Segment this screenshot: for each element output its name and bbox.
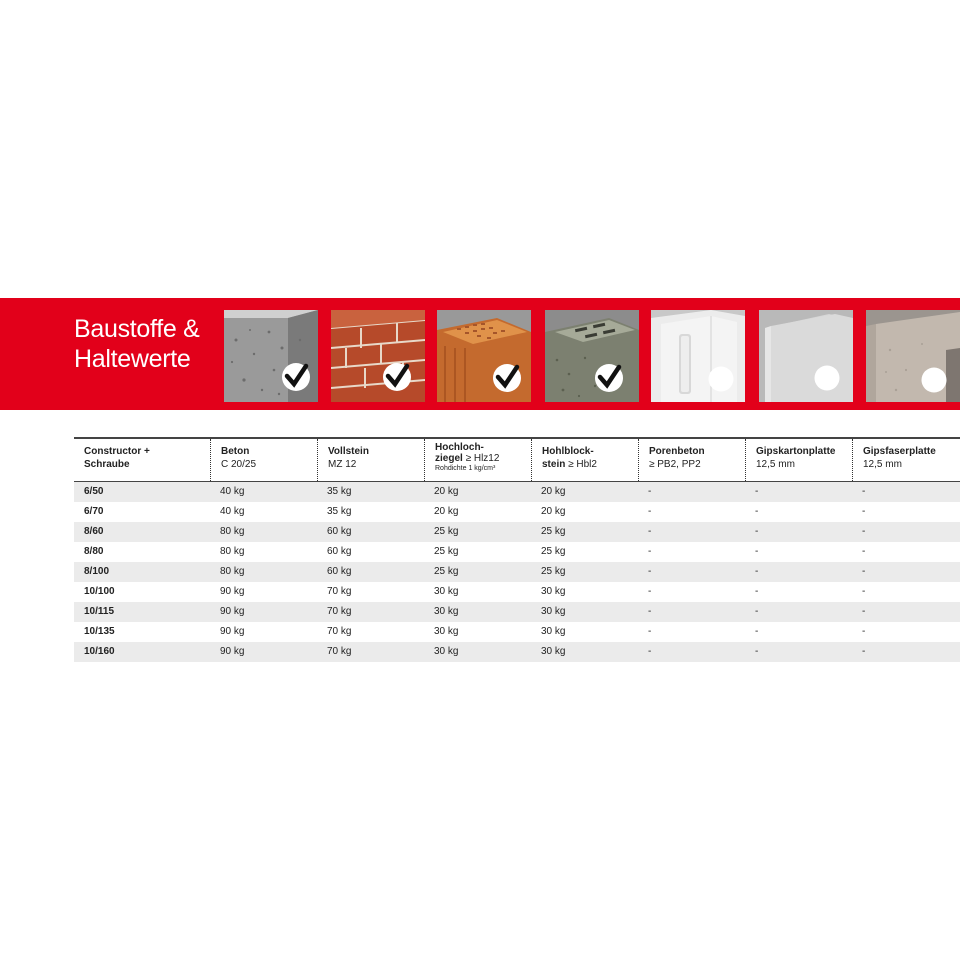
row-load-value: - [755,586,759,597]
row-load-value: - [648,486,652,497]
row-load-value: - [755,526,759,537]
row-load-value: 30 kg [434,646,459,657]
header-hohlblock-sub: ≥ Hbl2 [568,459,597,470]
row-load-value: - [648,546,652,557]
row-load-value: 25 kg [541,566,566,577]
row-load-value: - [755,646,759,657]
header-beton [210,439,317,481]
row-load-value: - [862,566,866,577]
row-load-value: 70 kg [327,586,352,597]
header-constructor [74,439,210,481]
row-screw-size: 6/70 [84,506,104,517]
row-load-value: 25 kg [434,546,459,557]
row-load-value: 90 kg [220,606,245,617]
header-hochloch-sub: ≥ Hlz12 [465,453,500,464]
row-load-value: 20 kg [434,486,459,497]
row-load-value: - [862,606,866,617]
header-gipsfaserplatte [852,439,960,481]
row-load-value: 30 kg [541,646,566,657]
row-screw-size: 8/60 [84,526,104,537]
row-load-value: 20 kg [541,486,566,497]
row-load-value: - [648,586,652,597]
row-load-value: - [862,646,866,657]
table-row [74,502,960,522]
banner-title-line1: Baustoffe & [74,315,200,343]
row-load-value: 30 kg [541,606,566,617]
row-load-value: 70 kg [327,606,352,617]
row-screw-size: 6/50 [84,486,104,497]
header-vollstein-title: Vollstein [328,446,369,457]
header-porenbeton-sub: ≥ PB2, PP2 [649,459,701,470]
row-screw-size: 8/100 [84,566,110,577]
table-row [74,542,960,562]
row-load-value: 60 kg [327,546,352,557]
header-beton-title: Beton [221,446,250,457]
row-screw-size: 10/100 [84,586,115,597]
table-body [74,481,960,662]
row-load-value: 60 kg [327,526,352,537]
row-load-value: - [648,606,652,617]
row-load-value: - [648,646,652,657]
row-screw-size: 10/115 [84,606,115,617]
row-load-value: 70 kg [327,646,352,657]
header-vollstein-sub: MZ 12 [328,459,357,470]
row-load-value: 30 kg [434,606,459,617]
row-load-value: 80 kg [220,526,245,537]
load-values-table [74,437,960,662]
header-constructor-title: Constructor + [84,446,150,457]
row-load-value: 90 kg [220,586,245,597]
header-porenbeton [638,439,745,481]
row-load-value: - [862,526,866,537]
table-header [74,437,960,481]
row-load-value: 30 kg [434,586,459,597]
row-load-value: - [755,506,759,517]
row-screw-size: 10/160 [84,646,115,657]
banner-title [74,314,200,374]
row-load-value: 35 kg [327,506,352,517]
row-load-value: - [862,586,866,597]
banner-title-line2: Haltewerte [74,345,191,373]
row-load-value: 30 kg [541,586,566,597]
row-load-value: - [755,566,759,577]
row-load-value: - [648,506,652,517]
row-load-value: 90 kg [220,646,245,657]
row-load-value: 30 kg [434,626,459,637]
header-hochloch-title2: ziegel [435,453,463,464]
header-porenbeton-title: Porenbeton [649,446,705,457]
row-load-value: 35 kg [327,486,352,497]
row-load-value: 90 kg [220,626,245,637]
header-gipskarton-title: Gipskartonplatte [756,446,836,457]
table-row [74,482,960,502]
row-load-value: 30 kg [541,626,566,637]
row-load-value: - [862,486,866,497]
header-gipsfaser-sub: 12,5 mm [863,459,902,470]
plasterboard-icon [759,310,853,402]
header-constructor-title2: Schraube [84,459,130,470]
hollow-block-icon [545,310,639,402]
table-row [74,642,960,662]
row-load-value: - [648,526,652,537]
row-screw-size: 10/135 [84,626,115,637]
row-load-value: 20 kg [541,506,566,517]
row-load-value: 25 kg [434,526,459,537]
row-load-value: - [755,486,759,497]
solid-brick-icon [331,310,425,402]
row-load-value: - [755,606,759,617]
gypsum-fiberboard-icon [866,310,960,402]
header-hochloch-title: Hochloch- [435,442,484,453]
header-hohlblockstein [531,439,638,481]
row-load-value: 80 kg [220,566,245,577]
table-row [74,522,960,542]
row-load-value: - [862,626,866,637]
row-load-value: - [755,546,759,557]
perforated-brick-icon [437,310,531,402]
header-hochlochziegel [424,439,531,481]
row-screw-size: 8/80 [84,546,104,557]
row-load-value: 25 kg [541,526,566,537]
row-load-value: - [648,626,652,637]
header-vollstein [317,439,424,481]
header-hohlblock-title: Hohlblock- [542,446,594,457]
header-gipskarton-sub: 12,5 mm [756,459,795,470]
row-load-value: 20 kg [434,506,459,517]
aerated-concrete-icon [651,310,745,402]
row-load-value: 25 kg [541,546,566,557]
row-load-value: - [648,566,652,577]
row-load-value: 25 kg [434,566,459,577]
row-load-value: - [862,546,866,557]
table-row [74,562,960,582]
table-row [74,622,960,642]
table-row [74,602,960,622]
row-load-value: - [755,626,759,637]
concrete-icon [224,310,318,402]
header-beton-sub: C 20/25 [221,459,257,470]
header-hohlblock-title2: stein [542,459,566,470]
row-load-value: 80 kg [220,546,245,557]
row-load-value: - [862,506,866,517]
header-gipskartonplatte [745,439,852,481]
row-load-value: 40 kg [220,506,245,517]
header-hochloch-note: Rohdichte 1 kg/cm³ [435,465,496,472]
header-gipsfaser-title: Gipsfaserplatte [863,446,936,457]
table-row [74,582,960,602]
row-load-value: 40 kg [220,486,245,497]
row-load-value: 60 kg [327,566,352,577]
row-load-value: 70 kg [327,626,352,637]
